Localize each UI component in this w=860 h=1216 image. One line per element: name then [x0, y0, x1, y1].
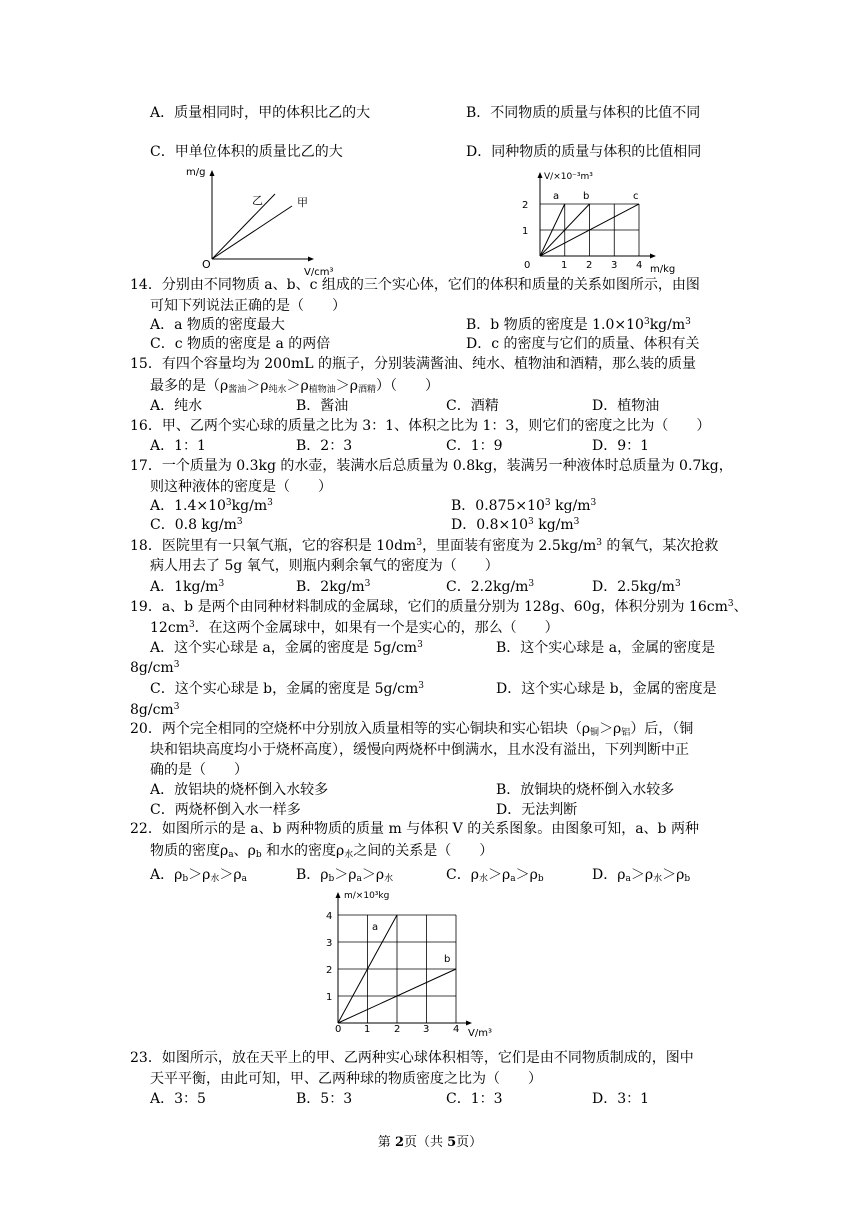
graph3-label-a: a [372, 922, 379, 933]
graph3-xtick-3: 3 [423, 1024, 430, 1035]
mass-volume-graph-1 [180, 162, 350, 278]
q20-stem-line2: 块和铝块高度均小于烧杯高度），缓慢向两烧杯中倒满水，且水没有溢出，下列判断中正 [150, 742, 689, 758]
graph2-label-b: b [583, 191, 590, 202]
page-total: 5 [447, 1135, 457, 1150]
q15-option-b: B．酱油 [296, 398, 349, 414]
q17-stem-line1: 17．一个质量为 0.3kg 的水壶，装满水后总质量为 0.8kg，装满另一种液体时总质量为 0.7kg， [130, 458, 733, 474]
q18-stem-line1: 18．医院里有一只氧气瓶，它的容积是 $10dm^3$，里面装有密度为 $2.5kg/m^3$ 的氧气，某次抢救 [130, 538, 719, 554]
q14-option-a: A．a 物质的密度最大 [150, 317, 285, 333]
page-number: 2 [394, 1135, 404, 1150]
q17-option-a: A．$1.4\times 10^3kg/m^3$ [150, 498, 273, 514]
q15-option-c: C．酒精 [446, 398, 499, 414]
graph2-label-a: a [553, 191, 560, 202]
q13-option-d: D．同种物质的质量与体积的比值相同 [466, 144, 702, 160]
q19-stem-line2: $12cm^3$．在这两个金属球中，如果有一个是实心的，那么（ ） [150, 620, 559, 636]
graph3-xtick-1: 1 [364, 1024, 371, 1035]
graph2-ytick-1: 1 [522, 226, 529, 237]
graph2-xtick-2: 2 [586, 260, 593, 271]
graph3-ytick-2: 2 [326, 965, 333, 976]
graph1-ylabel: m/g [186, 167, 206, 178]
q23-option-d: D．3：1 [592, 1091, 650, 1107]
q20-option-a: A．放铝块的烧杯倒入水较多 [150, 782, 329, 798]
q14-option-c: C．c 物质的密度是 a 的两倍 [150, 336, 331, 352]
graph1-line-yi [212, 194, 275, 259]
graph2-xtick-0: 0 [524, 260, 531, 271]
graph3-y-arrow [336, 892, 341, 898]
q23-option-a: A．3：5 [150, 1091, 206, 1107]
graph3-label-b: b [444, 954, 451, 965]
q22-option-a: A．$\rho_b>\rho_水>\rho_a$ [150, 867, 247, 884]
q23-stem-line2: 天平平衡，由此可知，甲、乙两种球的物质密度之比为（ ） [150, 1071, 542, 1087]
graph3-ytick-1: 1 [326, 992, 333, 1003]
mass-volume-graph-3 [318, 886, 508, 1039]
graph3-xtick-0: 0 [335, 1024, 342, 1035]
volume-mass-graph-2 [510, 164, 690, 276]
q17-stem-line2: 则这种液体的密度是（ ） [150, 479, 332, 495]
q14-stem-line1: 14．分别由不同物质 a、b、c 组成的三个实心体，它们的体积和质量的关系如图所示，由图 [130, 277, 700, 293]
q18-stem-line2: 病人用去了 5g 氧气，则瓶内剩余氧气的密度为（ ） [150, 558, 499, 574]
q13-option-c: C．甲单位体积的质量比乙的大 [150, 144, 343, 160]
q15-stem-line2: 最多的是$(\rho_{酱油}>\rho_{纯水}>\rho_{植物油}>\rho_{酒精})$（ ） [150, 378, 439, 395]
q19-option-a: A．这个实心球是 a，金属的密度是 $5g/cm^3$ [150, 640, 423, 656]
q22-stem-line2: 物质的密度$\rho_a$、$\rho_b$ 和水的密度$\rho_水$之间的关系是（ ） [150, 843, 494, 860]
graph1-label-yi: 乙 [252, 194, 263, 207]
q20-stem-line1: 20．两个完全相同的空烧杯中分别放入质量相等的实心铜块和实心铝块$(\rho_铜>\rho_铝)$后，（铜 [130, 721, 694, 738]
q23-option-b: B．5：3 [296, 1091, 353, 1107]
graph3-x-arrow [466, 1021, 472, 1026]
graph1-x-arrow [308, 257, 314, 262]
q14-stem-line2: 可知下列说法正确的是（ ） [150, 298, 346, 314]
q15-stem-line1: 15．有四个容量均为 200mL 的瓶子，分别装满酱油、纯水、植物油和酒精，那么装的质量 [130, 356, 697, 372]
q17-option-b: B．$0.875\times 10^3$ $kg/m^3$ [451, 498, 597, 514]
q15-option-d: D．植物油 [592, 398, 660, 414]
graph3-ytick-3: 3 [326, 938, 333, 949]
q22-option-b: B．$\rho_b>\rho_a>\rho_水$ [296, 867, 394, 884]
q19-option-b-wrap: $8g/cm^3$ [130, 660, 180, 676]
page-footer: 第 2页（共 5页） [377, 1135, 483, 1150]
graph3-xlabel: V/m³ [468, 1028, 492, 1039]
graph1-y-arrow [210, 170, 215, 176]
q20-option-c: C．两烧杯倒入水一样多 [150, 802, 301, 818]
q20-option-b: B．放铜块的烧杯倒入水较多 [496, 782, 675, 798]
graph3-ytick-4: 4 [326, 911, 333, 922]
graph1-xlabel: V/cm³ [304, 267, 334, 278]
graph2-ylabel: V/×10⁻³m³ [544, 172, 593, 182]
q18-option-b: B．$2kg/m^3$ [296, 579, 371, 595]
q17-option-c: C．0.8 $kg/m^3$ [150, 517, 243, 533]
graph2-y-arrow [538, 172, 543, 178]
q22-stem-line1: 22．如图所示的是 a、b 两种物质的质量 m 与体积 V 的关系图象。由图象可知，a、b 两种 [130, 821, 699, 837]
graph2-x-arrow [650, 254, 656, 259]
q18-option-d: D．$2.5kg/m^3$ [592, 579, 681, 595]
q19-option-d: D．这个实心球是 b，金属的密度是 [496, 681, 717, 697]
graph1-origin: O [202, 258, 211, 271]
q16-option-c: C．1：9 [446, 438, 503, 454]
q13-option-a: A．质量相同时，甲的体积比乙的大 [150, 105, 371, 121]
q16-stem: 16．甲、乙两个实心球的质量之比为 3：1、体积之比为 1：3，则它们的密度之比为（ ） [130, 418, 711, 434]
graph3-xtick-2: 2 [394, 1024, 401, 1035]
graph1-line-jia [212, 206, 292, 259]
q20-stem-line3: 确的是（ ） [150, 762, 248, 778]
q23-stem-line1: 23．如图所示，放在天平上的甲、乙两种实心球体积相等，它们是由不同物质制成的，图中 [130, 1050, 694, 1066]
graph2-ytick-2: 2 [522, 200, 529, 211]
graph3-xtick-4: 4 [453, 1024, 460, 1035]
graph2-xtick-4: 4 [636, 260, 643, 271]
q23-option-c: C．1：3 [446, 1091, 503, 1107]
q16-option-a: A．1：1 [150, 438, 206, 454]
graph2-xtick-1: 1 [561, 260, 568, 271]
q13-option-b: B．不同物质的质量与体积的比值不同 [466, 105, 701, 121]
graph2-xtick-3: 3 [611, 260, 618, 271]
q18-option-a: A．$1kg/m^3$ [150, 579, 225, 595]
q17-option-d: D．$0.8\times 10^3$ $kg/m^3$ [451, 517, 580, 533]
q14-option-b: B．b 物质的密度是 $1.0\times 10^3kg/m^3$ [466, 317, 691, 333]
q20-option-d: D．无法判断 [496, 802, 578, 818]
graph3-ylabel: m/×10³kg [344, 891, 390, 901]
graph2-label-c: c [633, 191, 639, 202]
q22-option-d: D．$\rho_a>\rho_水>\rho_b$ [592, 867, 691, 884]
q14-option-d: D．c 的密度与它们的质量、体积有关 [466, 336, 700, 352]
graph2-xlabel: m/kg [650, 264, 676, 275]
q19-option-c: C．这个实心球是 b，金属的密度是 $5g/cm^3$ [150, 681, 425, 697]
q15-option-a: A．纯水 [150, 398, 203, 414]
q19-option-d-wrap: $8g/cm^3$ [130, 702, 180, 718]
q19-option-b: B．这个实心球是 a，金属的密度是 [496, 640, 716, 656]
q19-stem-line1: 19．a、b 是两个由同种材料制成的金属球，它们的质量分别为 128g、60g，体积分别为 $16cm^3$、 [130, 599, 748, 615]
q22-option-c: C．$\rho_水>\rho_a>\rho_b$ [446, 867, 544, 884]
graph1-label-jia: 甲 [297, 196, 308, 209]
q18-option-c: C．$2.2kg/m^3$ [446, 579, 535, 595]
q16-option-d: D．9：1 [592, 438, 650, 454]
q16-option-b: B．2：3 [296, 438, 353, 454]
